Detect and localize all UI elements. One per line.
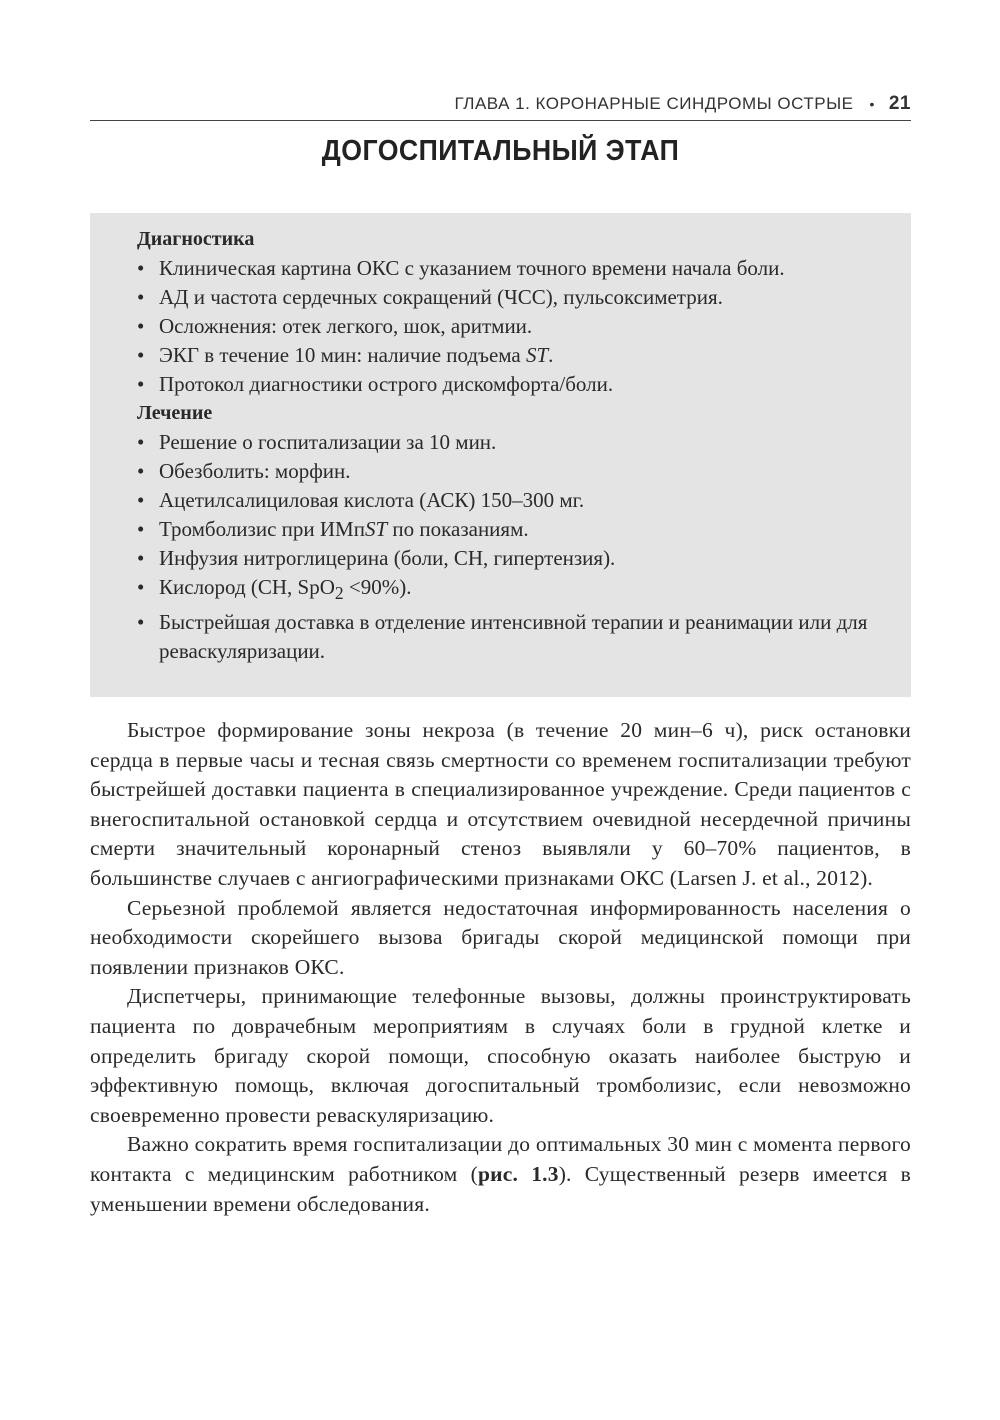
list-item: • Обезболить: морфин.: [137, 457, 897, 486]
treatment-list: [137, 428, 897, 666]
st-italic: ST: [364, 517, 388, 541]
thrombolysis-end: по показаниям.: [387, 517, 529, 541]
ecg-text: ЭКГ в течение 10 мин: наличие подъема: [159, 343, 526, 367]
paragraph: Быстрое формирование зоны некроза (в течение 20 мин–6 ч), риск остановки сердца в первые часы и тесная связь смертности со временем госпитализации требуют быстрейшей доставки пациента в специализированное учреждение. Среди пациентов с внегоспитальной остановкой сердца и отсутствием очевидной несердечной причины смерти значительный коронарный стеноз выявляли у 60–70% пациентов, в большинстве случаев с ангиографическими признаками ОКС (Larsen J. et al., 2012).: [90, 718, 911, 890]
figure-reference: рис. 1.3: [478, 1161, 559, 1186]
paragraph-text: Важно сократить время госпитализации до оптимальных 30 мин с момента первого контакта с медицинским работником (: [90, 1132, 911, 1186]
ecg-end: .: [548, 343, 554, 367]
list-item: • Ацетилсалициловая кислота (АСК) 150–300 мг.: [137, 486, 897, 515]
summary-box: [90, 213, 911, 697]
list-item: • Клиническая картина ОКС с указанием точного времени начала боли.: [137, 254, 897, 283]
running-header: [90, 90, 911, 118]
list-item: • Осложнения: отек легкого, шок, аритмии.: [137, 312, 897, 341]
chapter-title: ГЛАВА 1. КОРОНАРНЫЕ СИНДРОМЫ ОСТРЫЕ: [454, 94, 854, 113]
header-rule: [90, 120, 911, 121]
section-title: ДОГОСПИТАЛЬНЫЙ ЭТАП: [321, 135, 680, 167]
list-item: • АД и частота сердечных сокращений (ЧСС), пульсоксиметрия.: [137, 283, 897, 312]
thrombolysis-text: Тромболизис при ИМп: [159, 517, 365, 541]
subscript: 2: [334, 583, 344, 604]
list-item: • Решение о госпитализации за 10 мин.: [137, 428, 897, 457]
paragraph: Серьезной проблемой является недостаточная информированность населения о необходимости скорейшего вызова бригады скорой медицинской помощи при появлении признаков ОКС.: [90, 895, 911, 979]
treatment-heading: Лечение: [137, 402, 213, 424]
list-item: • Быстрейшая доставка в отделение интенсивной терапии и реанимации или для реваскуляризации.: [137, 608, 897, 666]
paragraph: Диспетчеры, принимающие телефонные вызовы, должны проинструктировать пациента по доврачебным мероприятиям в случаях боли в грудной клетке и определить бригаду скорой помощи, способную оказать наиболее быструю и эффективную помощь, включая догоспитальный тромболизис, если невозможно своевременно провести реваскуляризацию.: [90, 984, 911, 1127]
paragraph-text-end: ). Существенный резерв имеется в уменьшении времени обследования.: [90, 1161, 911, 1216]
list-item: [137, 515, 897, 544]
oxygen-end: <90%).: [343, 575, 412, 599]
header-bullet: •: [869, 96, 875, 112]
paragraph: [90, 1130, 911, 1219]
diagnostics-heading: Диагностика: [137, 228, 255, 250]
list-item: • Протокол диагностики острого дискомфорта/боли.: [137, 370, 897, 399]
summary-box-content: [137, 225, 897, 666]
list-item: [137, 573, 897, 608]
diagnostics-list: [137, 254, 897, 399]
list-item: • Инфузия нитроглицерина (боли, СН, гипертензия).: [137, 544, 897, 573]
st-italic: ST: [525, 343, 549, 367]
page-number: 21: [888, 93, 911, 114]
list-item: [137, 341, 897, 370]
oxygen-text: Кислород (СН, SpO: [159, 575, 335, 599]
body-text: [90, 716, 911, 1219]
